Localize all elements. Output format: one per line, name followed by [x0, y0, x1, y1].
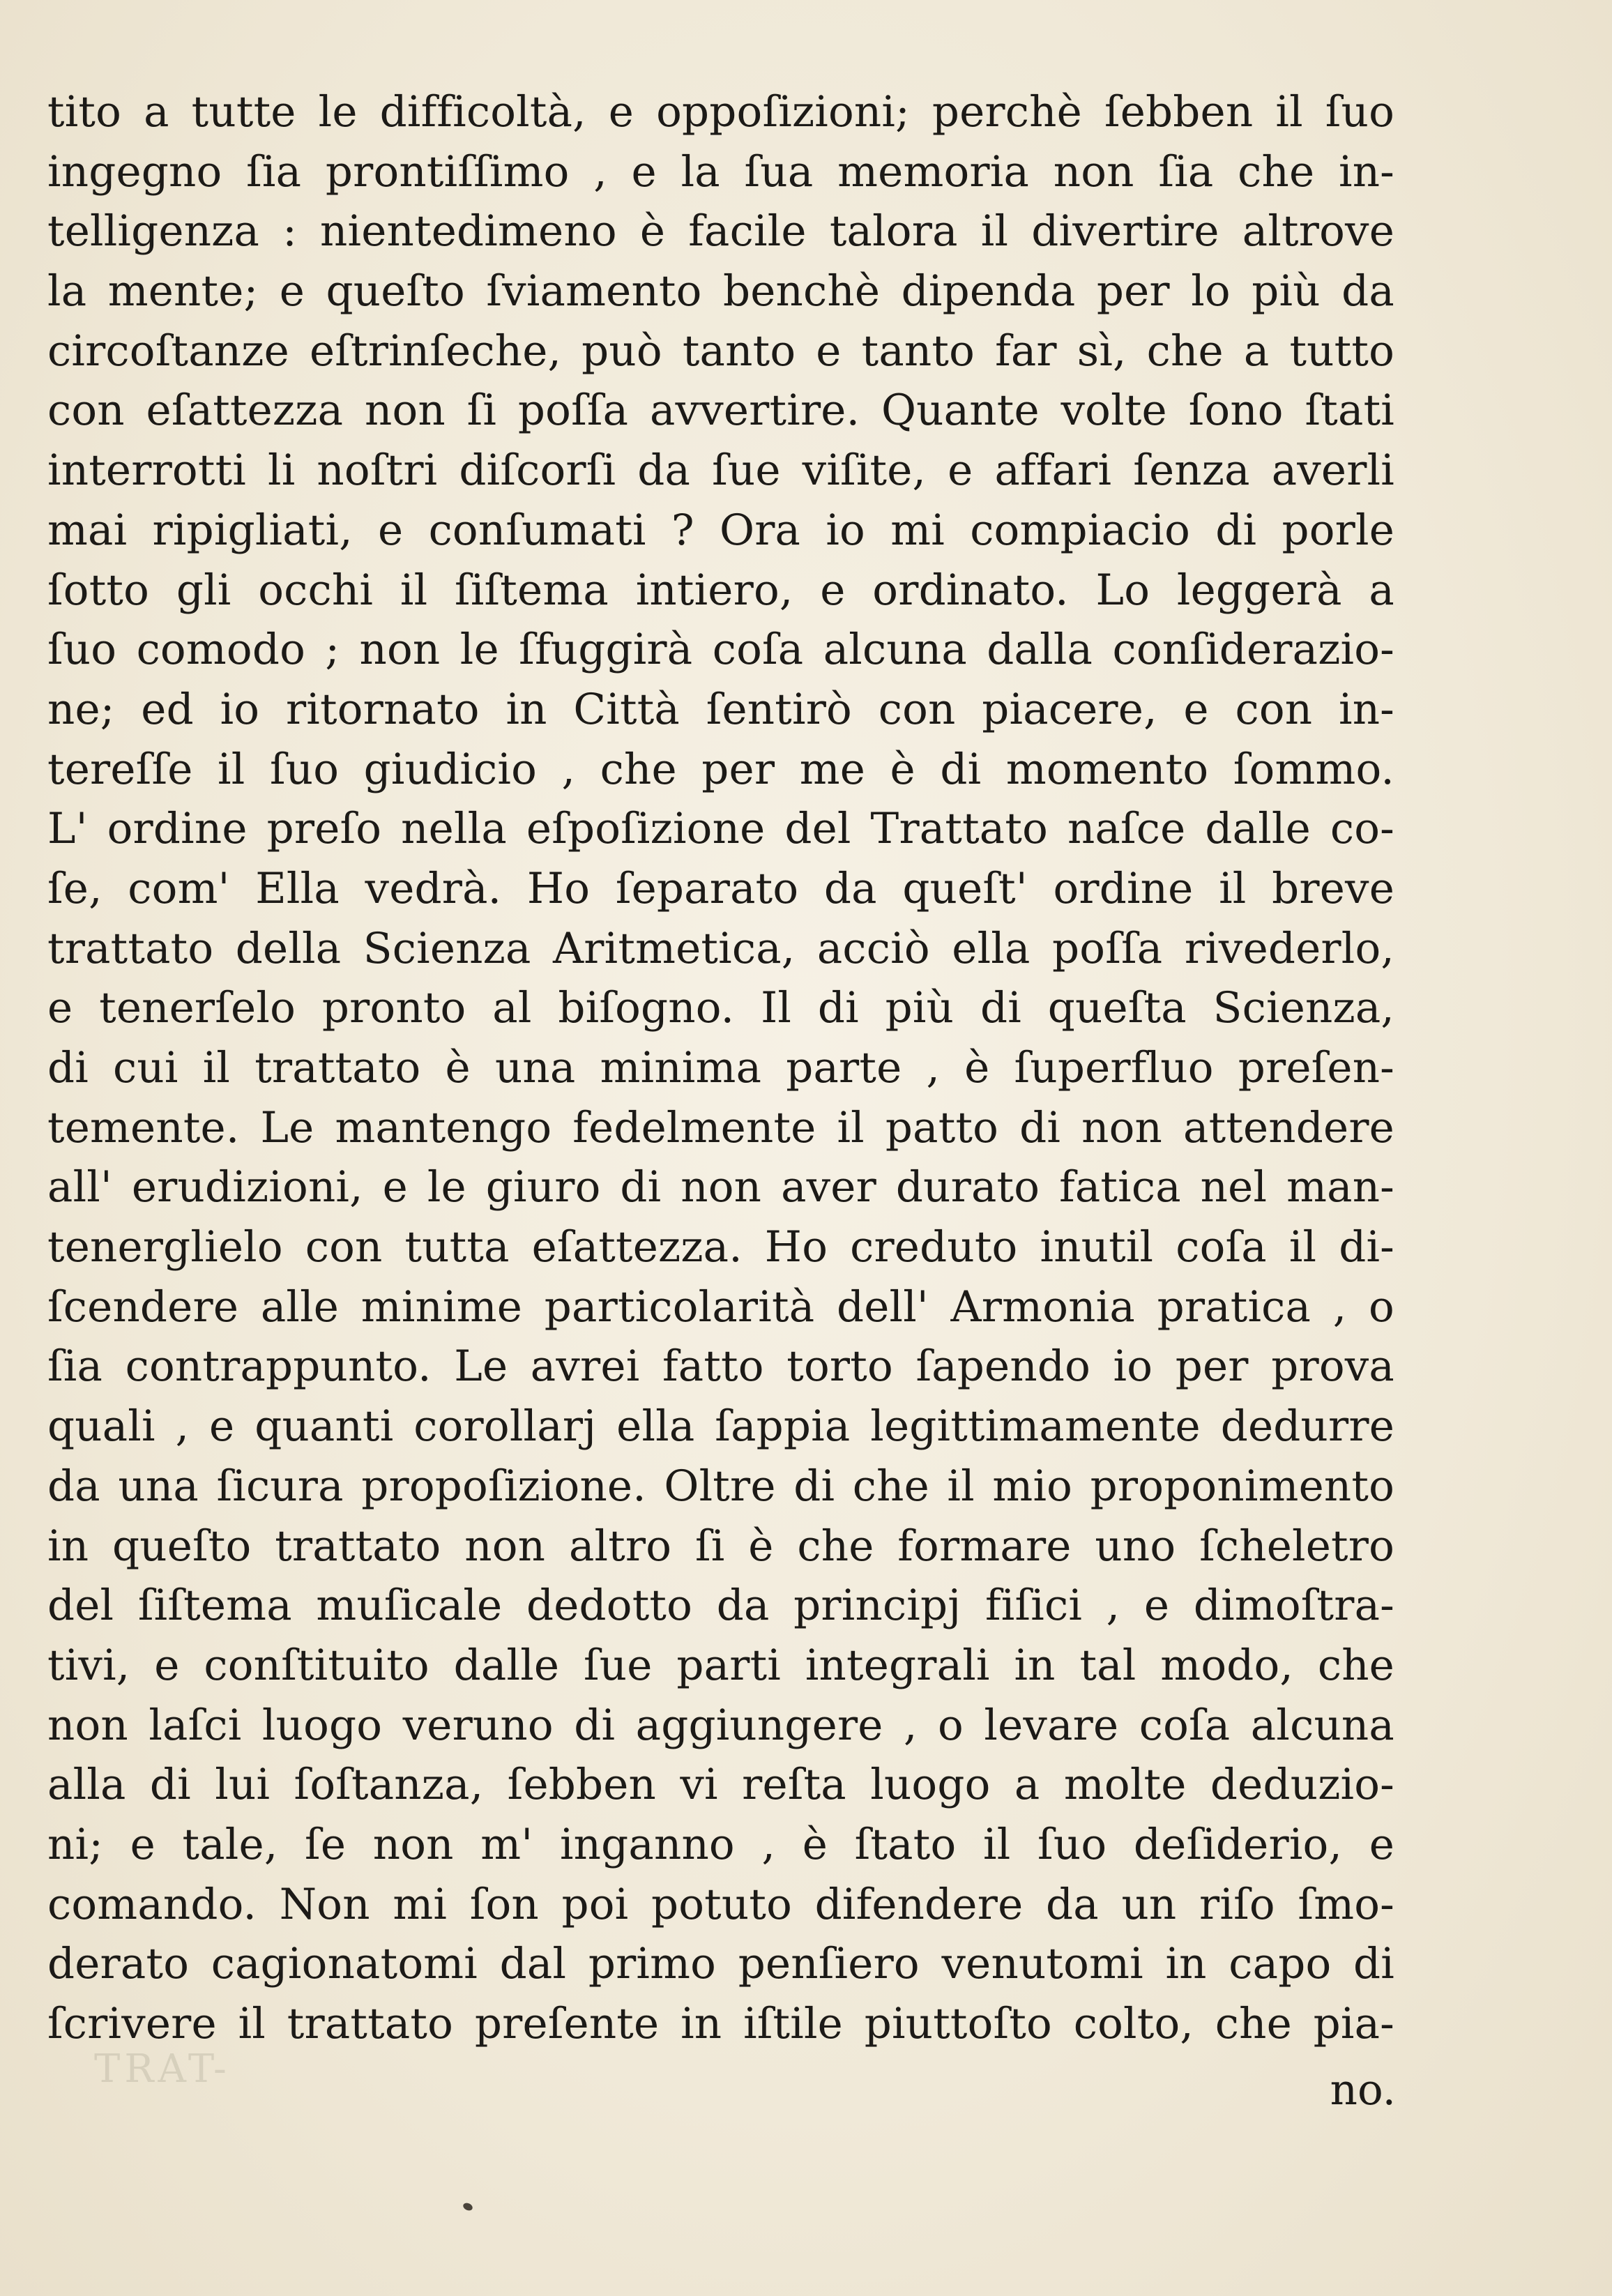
text-line: ne; ed io ritornato in Città ſentirò con piacere, e con in- — [47, 684, 1394, 734]
text-line: tito a tutte le difficoltà, e oppoſizioni; perchè ſebben il ſuo — [47, 87, 1394, 137]
text-line: ingegno ſia prontiſſimo , e la ſua memoria non ſia che in- — [47, 146, 1394, 197]
catchword: no. — [1330, 2065, 1396, 2115]
text-line: derato cagionatomi dal primo penſiero venutomi in capo di — [47, 1939, 1394, 1989]
text-line: da una ſicura propoſizione. Oltre di che il mio proponimento — [47, 1461, 1394, 1511]
text-line: telligenza : nientedimeno è facile talora il divertire altrove — [47, 206, 1394, 257]
text-line: alla di lui ſoſtanza, ſebben vi reſta luogo a molte deduzio- — [47, 1760, 1394, 1810]
text-line: di cui il trattato è una minima parte , è ſuperfluo preſen- — [47, 1043, 1394, 1093]
text-line: ni; e tale, ſe non m' inganno , è ſtato il ſuo deſiderio, e — [47, 1819, 1394, 1869]
text-line: ſe, com' Ella vedrà. Ho ſeparato da queſt' ordine il breve — [47, 863, 1394, 913]
show-through-text: TRAT- — [94, 2046, 231, 2092]
text-line: in queſto trattato non altro ſi è che formare uno ſcheletro — [47, 1521, 1394, 1571]
text-line: mai ripigliati, e conſumati ? Ora io mi compiacio di porle — [47, 505, 1394, 555]
text-line: ſuo comodo ; non le ſfuggirà coſa alcuna dalla conſiderazio- — [47, 625, 1394, 675]
text-line: ſotto gli occhi il ſiſtema intiero, e ordinato. Lo leggerà a — [47, 565, 1394, 615]
text-line: comando. Non mi ſon poi potuto difendere da un riſo ſmo- — [47, 1879, 1394, 1929]
text-line: ſcendere alle minime particolarità dell' Armonia pratica , o — [47, 1282, 1394, 1332]
text-line: la mente; e queſto ſviamento benchè dipenda per lo più da — [47, 266, 1394, 317]
text-line: circoſtanze eſtrinſeche, può tanto e tanto far sì, che a tutto — [47, 326, 1394, 376]
text-line: ſia contrappunto. Le avrei fatto torto ſapendo io per prova — [47, 1341, 1394, 1392]
text-line: quali , e quanti corollarj ella ſappia legittimamente dedurre — [47, 1401, 1394, 1452]
text-line: tereſſe il ſuo giudicio , che per me è di momento ſommo. — [47, 744, 1394, 794]
text-line: ſcrivere il trattato preſente in iſtile piuttoſto colto, che pia- — [47, 1999, 1394, 2048]
text-line: trattato della Scienza Aritmetica, acciò ella poſſa rivederlo, — [47, 923, 1394, 973]
text-line: tenerglielo con tutta eſattezza. Ho creduto inutil coſa il di- — [47, 1222, 1394, 1272]
text-line: non laſci luogo veruno di aggiungere , o levare coſa alcuna — [47, 1700, 1394, 1750]
ink-speck — [462, 2202, 474, 2212]
text-line: all' erudizioni, e le giuro di non aver durato fatica nel man- — [47, 1162, 1394, 1212]
text-line: del ſiſtema muſicale dedotto da principj fiſici , e dimoſtra- — [47, 1581, 1394, 1631]
body-text — [47, 82, 1394, 2054]
text-line: L' ordine preſo nella eſpoſizione del Trattato naſce dalle co- — [47, 804, 1394, 854]
text-line: temente. Le mantengo fedelmente il patto di non attendere — [47, 1102, 1394, 1153]
text-line: interrotti li noſtri diſcorſi da ſue viſite, e affari ſenza averli — [47, 446, 1394, 496]
text-line: e tenerſelo pronto al biſogno. Il di più di queſta Scienza, — [47, 983, 1394, 1033]
text-line: tivi, e conſtituito dalle ſue parti integrali in tal modo, che — [47, 1640, 1394, 1690]
text-line: con eſattezza non ſi poſſa avvertire. Quante volte ſono ſtati — [47, 386, 1394, 436]
